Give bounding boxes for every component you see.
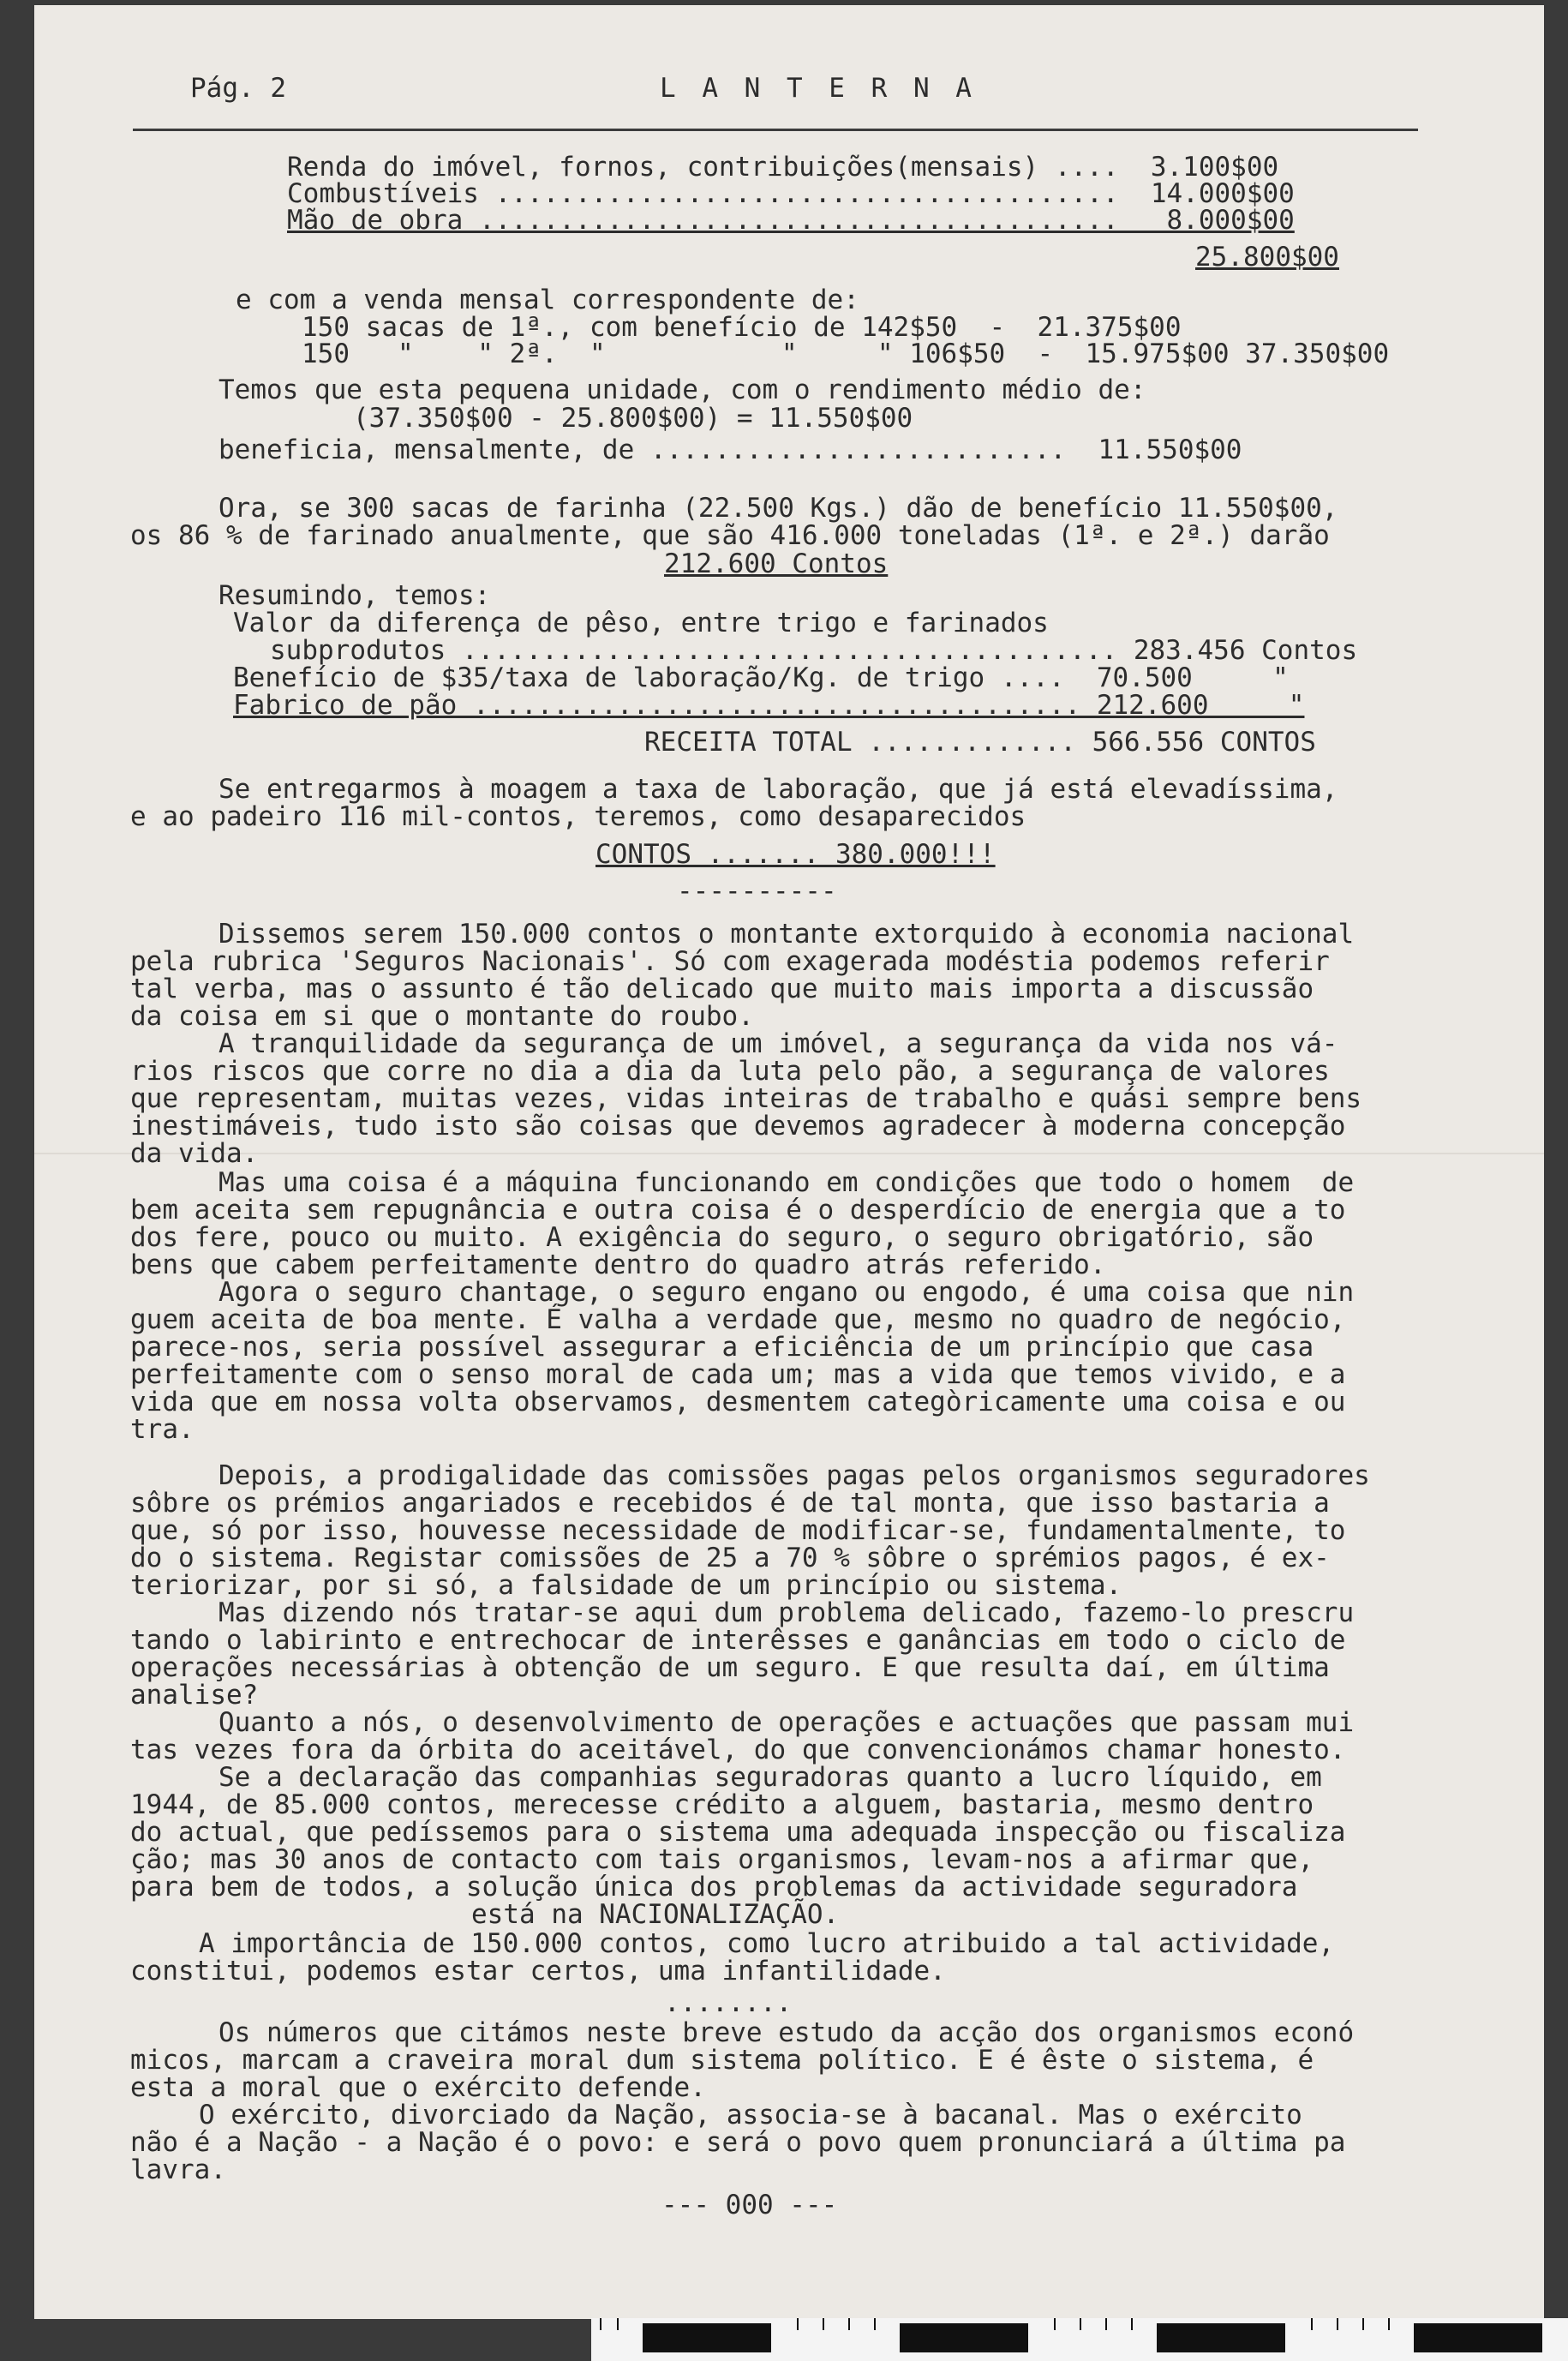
end-mark: --- 000 --- <box>661 2190 838 2220</box>
text-line: beneficia, mensalmente, de .......................... 11.550$00 <box>218 434 1242 465</box>
ruler-tick <box>823 2318 824 2330</box>
summary-line: subprodutos ......................................... 283.456 Contos <box>270 635 1358 666</box>
text-line: lavra. <box>130 2154 226 2185</box>
text-line: parece-nos, seria possível assegurar a eficiência de um princípio que casa <box>130 1332 1314 1363</box>
text-line: Os números que citámos neste breve estudo da acção dos organismos econó <box>218 2017 1355 2048</box>
text-line: Se a declaração das companhias seguradoras quanto a lucro líquido, em <box>218 1762 1322 1793</box>
section-separator: ---------- <box>677 876 837 907</box>
ruler-tick <box>797 2318 799 2330</box>
text-line: tal verba, mas o assunto é tão delicado que muito mais importa a discussão <box>130 974 1314 1004</box>
text-line: da coisa em si que o montante do roubo. <box>130 1001 754 1032</box>
text-line: ção; mas 30 anos de contacto com tais organismos, levam-nos a afirmar que, <box>130 1844 1314 1875</box>
text-line: e com a venda mensal correspondente de: <box>236 285 859 315</box>
text-line: O exército, divorciado da Nação, associa-se à bacanal. Mas o exército <box>199 2100 1302 2130</box>
text-line: do o sistema. Registar comissões de 25 a 70 % sôbre o sprémios pagos, é ex- <box>130 1543 1330 1573</box>
ruler-tick <box>1080 2318 1081 2330</box>
text-line: da vida. <box>130 1138 259 1169</box>
text-line: Temos que esta pequena unidade, com o rendimento médio de: <box>218 375 1146 405</box>
ruler-tick <box>1105 2318 1107 2330</box>
section-separator: ........ <box>664 1987 793 2018</box>
text-line: A tranquilidade da segurança de um imóvel, a segurança da vida nos vá- <box>218 1028 1338 1059</box>
contos-total: CONTOS ....... 380.000!!! <box>595 839 996 870</box>
text-line: não é a Nação - a Nação é o povo: e será o povo quem pronunciará a última pa <box>130 2127 1346 2158</box>
text-line: Se entregarmos à moagem a taxa de laboração, que já está elevadíssima, <box>218 774 1338 805</box>
ruler-segment <box>1414 2323 1542 2352</box>
ruler-tick <box>1362 2318 1364 2330</box>
ruler-segment <box>643 2323 771 2352</box>
text-line: dos fere, pouco ou muito. A exigência do seguro, o seguro obrigatório, são <box>130 1222 1314 1253</box>
text-line: Agora o seguro chantage, o seguro engano ou engodo, é uma coisa que nin <box>218 1277 1355 1308</box>
ruler-tick <box>848 2318 850 2330</box>
text-line: micos, marcam a craveira moral dum sistema político. E é êste o sistema, é <box>130 2045 1314 2076</box>
header-rule <box>133 129 1418 131</box>
text-line: tas vezes fora da órbita do aceitável, do que convencionámos chamar honesto. <box>130 1735 1346 1765</box>
ruler-tick <box>874 2318 876 2330</box>
cost-line: Renda do imóvel, fornos, contribuições(mensais) .... 3.100$00 <box>287 152 1279 183</box>
text-line: esta a moral que o exército defende. <box>130 2072 706 2103</box>
summary-line: Valor da diferença de pêso, entre trigo e farinados <box>233 608 1049 638</box>
text-line: operações necessárias à obtenção de um seguro. E que resulta daí, em última <box>130 1652 1330 1683</box>
text-line: sôbre os prémios angariados e recebidos é de tal monta, que isso bastaria a <box>130 1488 1330 1519</box>
text-line: Quanto a nós, o desenvolvimento de operações e actuações que passam mui <box>218 1707 1355 1738</box>
ruler-tick <box>617 2318 619 2330</box>
formula-line: (37.350$00 - 25.800$00) = 11.550$00 <box>353 403 913 434</box>
text-line: Mas uma coisa é a máquina funcionando em condições que todo o homem de <box>218 1167 1355 1198</box>
fold-crease <box>34 1153 1544 1154</box>
ruler-segment <box>1157 2323 1285 2352</box>
text-line: tra. <box>130 1414 195 1445</box>
summary-line: Fabrico de pão ...................................... 212.600 " <box>233 690 1305 721</box>
text-line: do actual, que pedíssemos para o sistema uma adequada inspecção ou fiscaliza <box>130 1817 1346 1848</box>
text-line: tando o labirinto e entrechocar de interêsses e ganâncias em todo o ciclo de <box>130 1625 1346 1656</box>
text-line: pela rubrica 'Seguros Nacionais'. Só com exagerada modéstia podemos referir <box>130 946 1330 977</box>
cost-line: Mão de obra ........................................ 8.000$00 <box>287 205 1295 236</box>
text-line: A importância de 150.000 contos, como lucro atribuido a tal actividade, <box>199 1928 1335 1959</box>
ruler-tick <box>1131 2318 1133 2330</box>
text-line: teriorizar, por si só, a falsidade de um princípio ou sistema. <box>130 1570 1122 1601</box>
text-line: bens que cabem perfeitamente dentro do quadro atrás referido. <box>130 1249 1106 1280</box>
receita-total: RECEITA TOTAL ............. 566.556 CONTOS <box>644 727 1316 758</box>
text-line: está na NACIONALIZAÇÃO. <box>471 1899 840 1930</box>
text-line: Ora, se 300 sacas de farinha (22.500 Kgs.) dão de benefício 11.550$00, <box>218 493 1338 524</box>
text-line: perfeitamente com o senso moral de cada um; mas a vida que temos vivido, e a <box>130 1359 1346 1390</box>
summary-heading: Resumindo, temos: <box>218 580 491 611</box>
ruler-tick <box>1337 2318 1338 2330</box>
text-line: que, só por isso, houvesse necessidade de modificar-se, fundamentalmente, to <box>130 1515 1346 1546</box>
ruler-tick <box>600 2318 601 2330</box>
text-line: rios riscos que corre no dia a dia da luta pelo pão, a segurança de valores <box>130 1056 1330 1087</box>
page-title: L A N T E R N A <box>660 73 977 104</box>
text-line: que representam, muitas vezes, vidas inteiras de trabalho e quási sempre bens <box>130 1083 1362 1114</box>
sales-line: 150 sacas de 1ª., com benefício de 142$50 - 21.375$00 <box>302 312 1182 343</box>
ruler-tick <box>1054 2318 1056 2330</box>
text-line: constitui, podemos estar certos, uma infantilidade. <box>130 1956 946 1986</box>
cost-total: 25.800$00 <box>1195 242 1339 273</box>
text-line: Dissemos serem 150.000 contos o montante extorquido à economia nacional <box>218 919 1355 950</box>
page-number: Pág. 2 <box>190 73 286 104</box>
ruler-tick <box>1311 2318 1313 2330</box>
text-line: e ao padeiro 116 mil-contos, teremos, como desaparecidos <box>130 801 1026 832</box>
text-line: inestimáveis, tudo isto são coisas que devemos agradecer à moderna concepção <box>130 1111 1346 1142</box>
ruler-segment <box>900 2323 1028 2352</box>
text-line: os 86 % de farinado anualmente, que são 416.000 toneladas (1ª. e 2ª.) darão <box>130 520 1330 551</box>
text-line: Mas dizendo nós tratar-se aqui dum problema delicado, fazemo-lo prescru <box>218 1597 1355 1628</box>
scale-ruler <box>591 2318 1568 2361</box>
text-line: vida que em nossa volta observamos, desmentem categòricamente uma coisa e ou <box>130 1387 1346 1417</box>
text-line: Depois, a prodigalidade das comissões pagas pelos organismos seguradores <box>218 1460 1370 1491</box>
summary-line: Benefício de $35/taxa de laboração/Kg. de trigo .... 70.500 " <box>233 662 1289 693</box>
text-line: guem aceita de boa mente. É valha a verdade que, mesmo no quadro de negócio, <box>130 1304 1346 1335</box>
text-line: 1944, de 85.000 contos, merecesse crédito a alguem, bastaria, mesmo dentro <box>130 1789 1314 1820</box>
sales-line: 150 " " 2ª. " " " 106$50 - 15.975$00 37.350$00 <box>302 339 1390 369</box>
cost-line: Combustíveis ....................................... 14.000$00 <box>287 178 1295 209</box>
text-line: para bem de todos, a solução única dos problemas da actividade seguradora <box>130 1872 1298 1903</box>
text-line: analise? <box>130 1680 259 1711</box>
total-contos: 212.600 Contos <box>664 548 889 579</box>
ruler-tick <box>1388 2318 1390 2330</box>
text-line: bem aceita sem repugnância e outra coisa é o desperdício de energia que a to <box>130 1195 1346 1225</box>
